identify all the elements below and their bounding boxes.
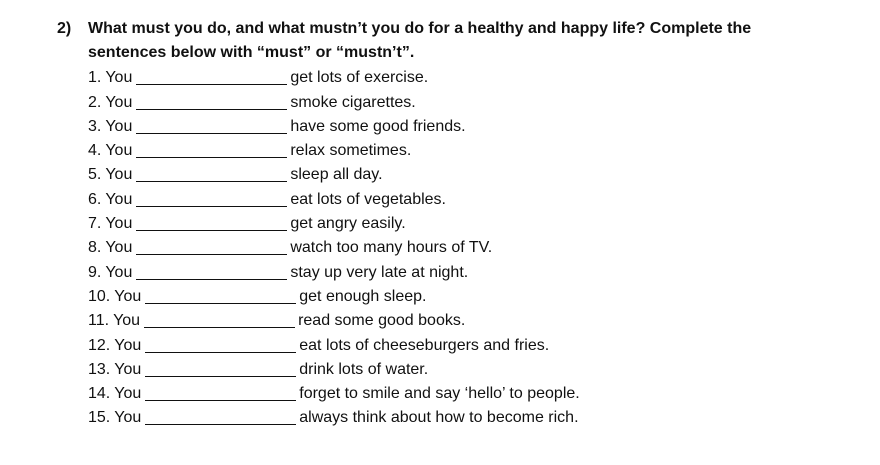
answer-blank[interactable] bbox=[136, 116, 287, 134]
answer-blank[interactable] bbox=[136, 262, 287, 280]
item-subject: You bbox=[105, 142, 133, 160]
item-subject: You bbox=[105, 117, 133, 135]
answer-blank[interactable] bbox=[136, 92, 287, 110]
answer-blank[interactable] bbox=[145, 359, 296, 377]
answer-blank[interactable] bbox=[145, 383, 296, 401]
item-text: read some good books. bbox=[298, 312, 466, 330]
item-text: get angry easily. bbox=[290, 215, 406, 233]
item-number: 8. bbox=[88, 239, 102, 257]
question-instructions bbox=[88, 17, 848, 65]
item-text: always think about how to become rich. bbox=[299, 409, 579, 427]
item-text: eat lots of cheeseburgers and fries. bbox=[299, 336, 550, 354]
answer-blank[interactable] bbox=[136, 189, 287, 207]
item-text: drink lots of water. bbox=[299, 360, 429, 378]
item-text: get enough sleep. bbox=[299, 287, 427, 305]
answer-blank[interactable] bbox=[136, 164, 287, 182]
item-text: eat lots of vegetables. bbox=[290, 190, 446, 208]
sentence-item bbox=[88, 88, 580, 112]
item-number: 13. bbox=[88, 360, 111, 378]
item-number: 15. bbox=[88, 409, 111, 427]
item-text: get lots of exercise. bbox=[290, 69, 429, 87]
answer-blank[interactable] bbox=[145, 335, 296, 353]
item-number: 6. bbox=[88, 190, 102, 208]
item-number: 9. bbox=[88, 263, 102, 281]
sentence-item bbox=[88, 258, 580, 282]
item-subject: You bbox=[114, 385, 142, 403]
item-text: sleep all day. bbox=[290, 166, 383, 184]
item-number: 2. bbox=[88, 93, 102, 111]
item-text: watch too many hours of TV. bbox=[290, 239, 493, 257]
item-number: 12. bbox=[88, 336, 111, 354]
item-text: relax sometimes. bbox=[290, 142, 412, 160]
sentence-item bbox=[88, 113, 580, 137]
sentence-item bbox=[88, 234, 580, 258]
sentence-item bbox=[88, 185, 580, 209]
item-number: 1. bbox=[88, 69, 102, 87]
item-number: 4. bbox=[88, 142, 102, 160]
item-subject: You bbox=[105, 263, 133, 281]
item-subject: You bbox=[113, 312, 141, 330]
item-subject: You bbox=[105, 166, 133, 184]
item-subject: You bbox=[105, 93, 133, 111]
instruction-line-1: What must you do, and what mustn’t you do for a healthy and happy life? Complete the bbox=[88, 20, 752, 37]
item-subject: You bbox=[105, 215, 133, 233]
instruction-line-2: sentences below with “must” or “mustn’t”. bbox=[88, 44, 415, 61]
item-subject: You bbox=[105, 69, 133, 87]
sentence-item bbox=[88, 137, 580, 161]
sentence-item bbox=[88, 307, 580, 331]
item-text: stay up very late at night. bbox=[290, 263, 469, 281]
item-number: 7. bbox=[88, 215, 102, 233]
item-text: smoke cigarettes. bbox=[290, 93, 416, 111]
answer-blank[interactable] bbox=[136, 67, 287, 85]
item-number: 10. bbox=[88, 287, 111, 305]
item-subject: You bbox=[105, 190, 133, 208]
sentence-item bbox=[88, 380, 580, 404]
sentence-list bbox=[88, 64, 580, 428]
question-number: 2) bbox=[57, 20, 72, 37]
answer-blank[interactable] bbox=[144, 310, 295, 328]
sentence-item bbox=[88, 356, 580, 380]
item-subject: You bbox=[114, 287, 142, 305]
sentence-item bbox=[88, 64, 580, 88]
sentence-item bbox=[88, 161, 580, 185]
item-number: 5. bbox=[88, 166, 102, 184]
sentence-item bbox=[88, 210, 580, 234]
item-subject: You bbox=[114, 360, 142, 378]
item-number: 14. bbox=[88, 385, 111, 403]
item-text: have some good friends. bbox=[290, 117, 466, 135]
answer-blank[interactable] bbox=[145, 286, 296, 304]
item-subject: You bbox=[114, 409, 142, 427]
item-number: 3. bbox=[88, 117, 102, 135]
sentence-item bbox=[88, 404, 580, 428]
item-subject: You bbox=[105, 239, 133, 257]
item-text: forget to smile and say ‘hello’ to people. bbox=[299, 385, 580, 403]
answer-blank[interactable] bbox=[145, 407, 296, 425]
answer-blank[interactable] bbox=[136, 237, 287, 255]
answer-blank[interactable] bbox=[136, 140, 287, 158]
answer-blank[interactable] bbox=[136, 213, 287, 231]
item-subject: You bbox=[114, 336, 142, 354]
item-number: 11. bbox=[88, 312, 110, 330]
sentence-item bbox=[88, 331, 580, 355]
sentence-item bbox=[88, 283, 580, 307]
